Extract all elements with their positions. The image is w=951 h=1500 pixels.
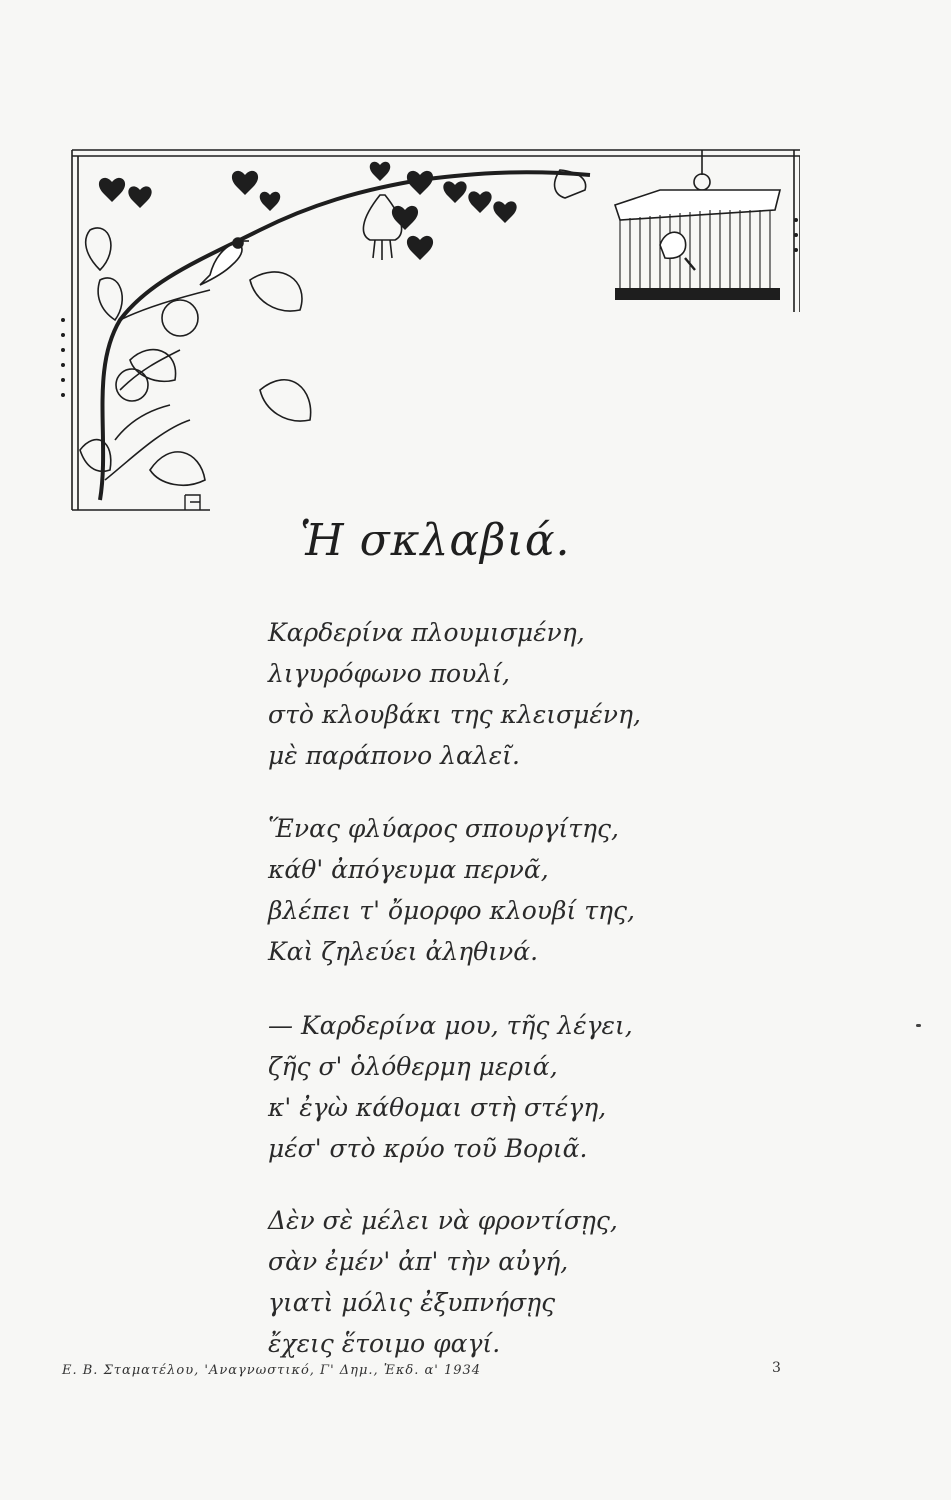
poem-line: βλέπει τ' ὄμορφο κλουβί της, [268, 896, 635, 925]
poem-line: μὲ παράπονο λαλεῖ. [268, 741, 520, 770]
poem-line: μέσ' στὸ κρύο τοῦ Βοριᾶ. [268, 1134, 588, 1163]
poem-line: ἔχεις ἕτοιμο φαγί. [268, 1329, 501, 1358]
poem-line: γιατὶ μόλις ἐξυπνήσῃς [268, 1288, 556, 1317]
poem-line: Καρδερίνα πλουμισμένη, [268, 618, 585, 647]
poem-line: σὰν ἐμέν' ἀπ' τὴν αὐγή, [268, 1247, 569, 1276]
header-illustration [60, 140, 800, 520]
poem-line: Ἕνας φλύαρος σπουργίτης, [268, 814, 619, 843]
ink-speck [916, 1024, 921, 1027]
bird-icon [200, 238, 249, 285]
birdcage-icon [615, 150, 780, 300]
stanza-1 [268, 612, 728, 776]
page-number: 3 [772, 1360, 781, 1376]
poem-line: Καὶ ζηλεύει ἀληθινά. [268, 937, 539, 966]
poem-line: ζῆς σ' ὁλόθερμη μεριά, [268, 1052, 558, 1081]
poem-line: κάθ' ἀπόγευμα περνᾶ, [268, 855, 549, 884]
branch-icon [80, 172, 590, 500]
poem-line: Δὲν σὲ μέλει νὰ φροντίσῃς, [268, 1206, 618, 1235]
stanza-3 [268, 1005, 728, 1169]
poem-line: κ' ἐγὼ κάθομαι στὴ στέγη, [268, 1093, 607, 1122]
poem-line: — Καρδερίνα μου, τῆς λέγει, [268, 1011, 633, 1040]
poem-line: στὸ κλουβάκι της κλεισμένη, [268, 700, 641, 729]
stanza-4 [268, 1200, 728, 1364]
stanza-2 [268, 808, 728, 972]
poem-line: λιγυρόφωνο πουλί, [268, 659, 510, 688]
footer-citation: Ε. Β. Σταματέλου, 'Αναγνωστικό, Γ' Δημ., Ἐκδ. α' 1934 [62, 1363, 482, 1378]
poem-title: Ἡ σκλαβιά. [300, 515, 571, 566]
